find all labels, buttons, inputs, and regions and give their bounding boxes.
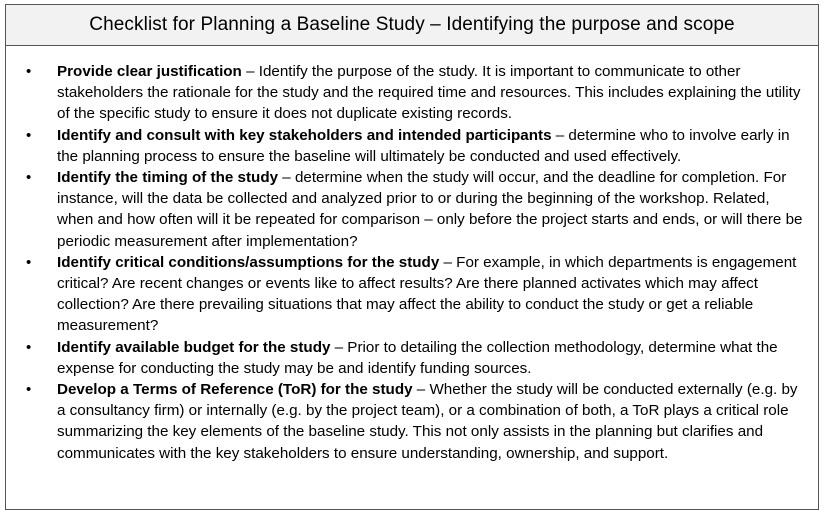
item-heading: Develop a Terms of Reference (ToR) for the study (57, 381, 413, 399)
item-heading: Provide clear justification (57, 63, 242, 80)
item-heading: Identify and consult with key stakeholders and intended participants (57, 126, 552, 144)
item-text: – For example, in which departments is engagement critical? Are recent changes or events like to affect results? Are there planned activates which may affect collection? Are there prevailing situations that may affect the ability to conduct the study or get a reliable measurement? (57, 253, 797, 335)
list-item (18, 337, 806, 379)
bullet-icon: • (26, 338, 32, 356)
checklist-list (6, 46, 818, 464)
bullet-icon: • (26, 381, 32, 399)
list-item (18, 252, 806, 337)
item-heading: Identify available budget for the study (57, 338, 331, 356)
checklist-header (6, 5, 818, 46)
bullet-icon: • (26, 169, 32, 187)
checklist-title: Checklist for Planning a Baseline Study – Identifying the purpose and scope (89, 14, 735, 35)
checklist-box (5, 4, 819, 510)
item-text: – Prior to detailing the collection methodology, determine what the expense for conducting the study may be and identify funding sources. (57, 338, 778, 377)
bullet-icon: • (26, 253, 32, 271)
bullet-icon: • (26, 126, 32, 144)
item-heading: Identify the timing of the study (57, 169, 279, 187)
list-item (18, 167, 806, 252)
item-text: – determine who to involve early in the planning process to ensure the baseline will ultimately be conducted and used effectively. (57, 126, 790, 165)
item-text: – Identify the purpose of the study. It is important to communicate to other stakeholders the rationale for the study and the required time and resources. This includes explaining the utility of the specific study to ensure it does not duplicate existing records. (57, 63, 801, 123)
item-text: – determine when the study will occur, and the deadline for completion. For instance, will the data be collected and analyzed prior to or during the beginning of the workshop. Related, when and how often will it be repeated for comparison – only before the project starts and ends, or will there be periodic measurement after implementation? (57, 169, 803, 250)
item-heading: Identify critical conditions/assumptions for the study (57, 253, 440, 271)
bullet-icon: • (26, 63, 32, 80)
list-item (18, 125, 806, 167)
list-item (18, 379, 806, 464)
item-text: – Whether the study will be conducted externally (e.g. by a consultancy firm) or internally (e.g. by the project team), or a combination of both, a ToR plays a critical role summarizing the key elements of the baseline study. This not only assists in the planning but clarifies and communicates with the key stakeholders to ensure understanding, ownership, and support. (57, 381, 798, 462)
list-item (18, 61, 806, 125)
